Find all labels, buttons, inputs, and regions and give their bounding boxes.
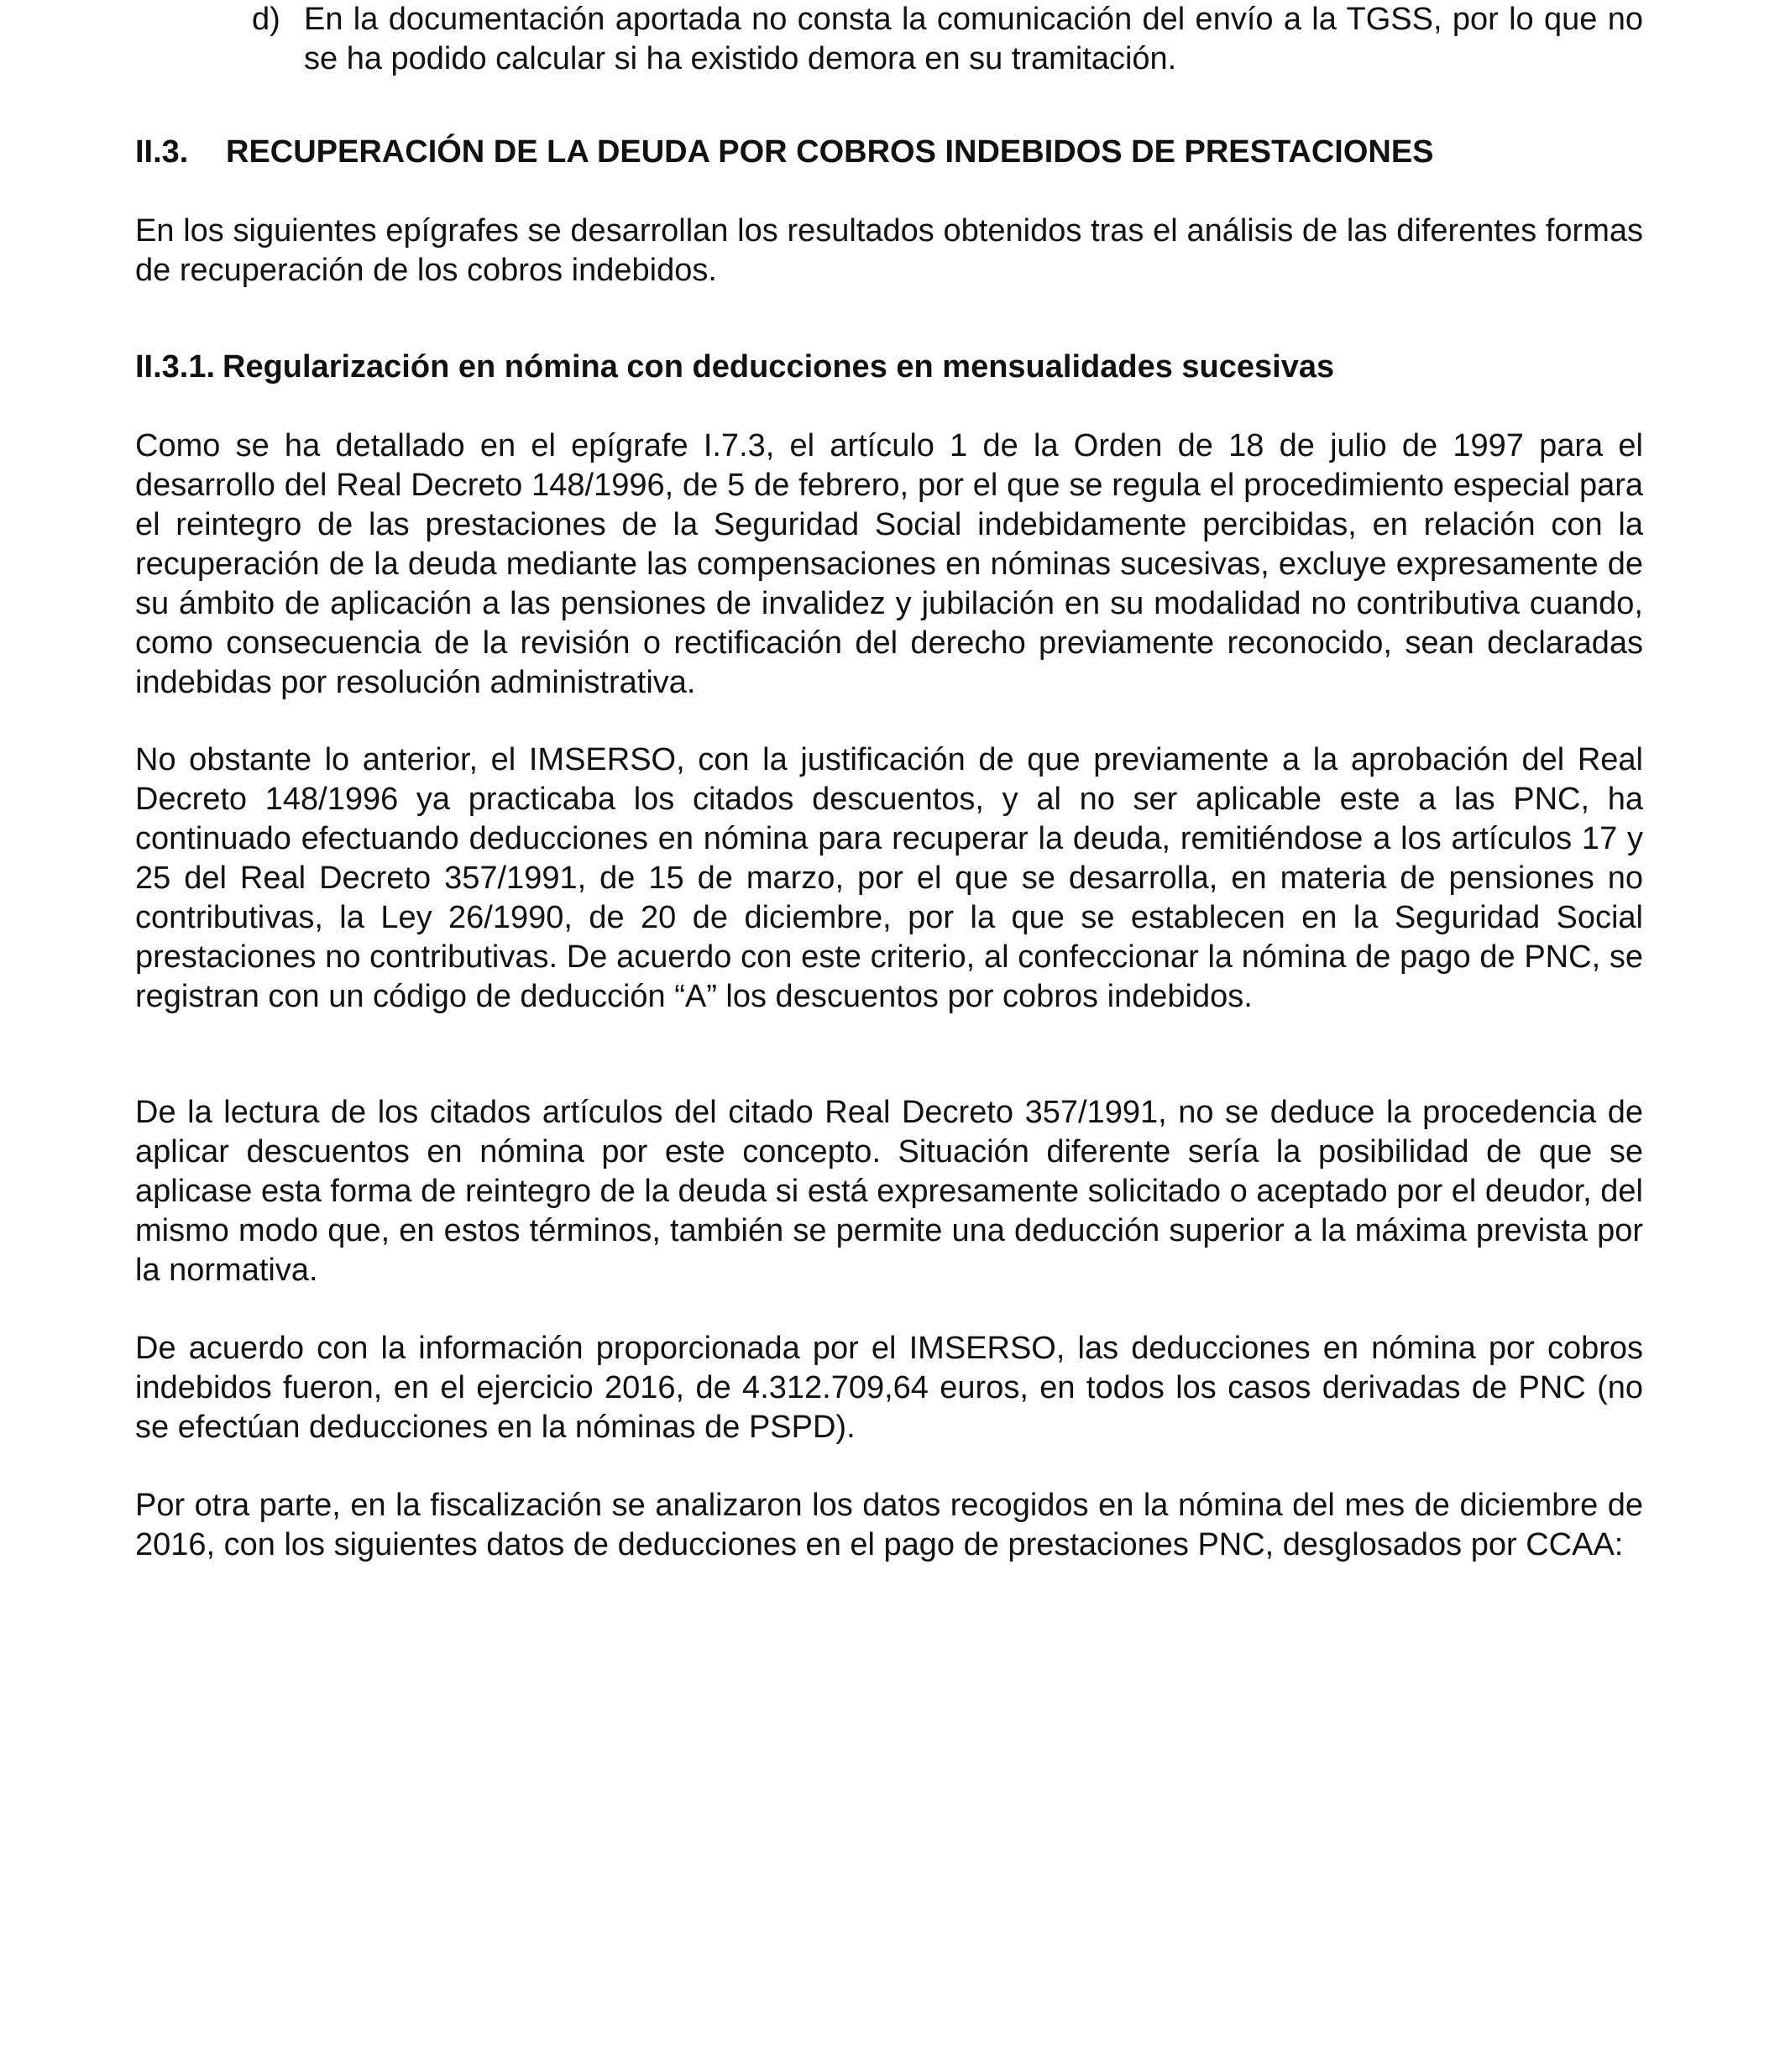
subsection-heading-2-3-1 bbox=[135, 348, 1334, 387]
body-paragraph: Como se ha detallado en el epígrafe I.7.3, el artículo 1 de la Orden de 18 de julio de 1997 para el desarrollo del Real Decreto 148/1996, de 5 de febrero, por el que se regula el procedimiento especial para el reintegro de las prestaciones de la Seguridad Social indebidamente percibidas, en relación con la recuperación de la deuda mediante las compensaciones en nóminas sucesivas, excluye expresamente de su ámbito de aplicación a las pensiones de invalidez y jubilación en su modalidad no contributiva cuando, como consecuencia de la revisión o rectificación del derecho previamente reconocido, sean declaradas indebidas por resolución administrativa. bbox=[135, 428, 1643, 700]
body-paragraph: Por otra parte, en la fiscalización se analizaron los datos recogidos en la nómina del mes de diciembre de 2016, con los siguientes datos de deducciones en el pago de prestaciones PNC, desglosados por CCAA: bbox=[135, 1488, 1643, 1562]
body-paragraph: No obstante lo anterior, el IMSERSO, con la justificación de que previamente a la aprobación del Real Decreto 148/1996 ya practicaba los citados descuentos, y al no ser aplicable este a las PNC, ha continuado efectuando deducciones en nómina para recuperar la deuda, remitiéndose a los artículos 17 y 25 del Real Decreto 357/1991, de 15 de marzo, por el que se desarrolla, en materia de pensiones no contributivas, la Ley 26/1990, de 20 de diciembre, por la que se establecen en la Seguridad Social prestaciones no contributivas. De acuerdo con este criterio, al confeccionar la nómina de pago de PNC, se registran con un código de deducción “A” los descuentos por cobros indebidos. bbox=[135, 742, 1643, 1014]
body-paragraph: De la lectura de los citados artículos del citado Real Decreto 357/1991, no se deduce la procedencia de aplicar descuentos en nómina por este concepto. Situación diferente sería la posibilidad de que se aplicase esta forma de reintegro de la deuda si está expresamente solicitado o aceptado por el deudor, del mismo modo que, en estos términos, también se permite una deducción superior a la máxima prevista por la normativa. bbox=[135, 1095, 1643, 1288]
body-paragraph: De acuerdo con la información proporcionada por el IMSERSO, las deducciones en nómina por cobros indebidos fueron, en el ejercicio 2016, de 4.312.709,64 euros, en todos los casos derivadas de PNC (no se efectúan deducciones en la nóminas de PSPD). bbox=[135, 1331, 1643, 1445]
section-title: RECUPERACIÓN DE LA DEUDA POR COBROS INDEBIDOS DE PRESTACIONES bbox=[226, 134, 1434, 170]
list-item-text: En la documentación aportada no consta la comunicación del envío a la TGSS, por lo que no se ha podido calcular si ha existido demora en su tramitación. bbox=[304, 2, 1643, 76]
list-marker: d) bbox=[252, 2, 280, 37]
subsection-number: II.3.1. bbox=[135, 349, 216, 385]
section-heading-2-3 bbox=[135, 133, 1434, 172]
subsection-title: Regularización en nómina con deducciones en mensualidades sucesivas bbox=[222, 349, 1335, 385]
section-intro-paragraph: En los siguientes epígrafes se desarrollan los resultados obtenidos tras el análisis de las diferentes formas de recuperación de los cobros indebidos. bbox=[135, 213, 1643, 288]
section-number: II.3. bbox=[135, 134, 189, 170]
list-item-d bbox=[0, 0, 1785, 84]
